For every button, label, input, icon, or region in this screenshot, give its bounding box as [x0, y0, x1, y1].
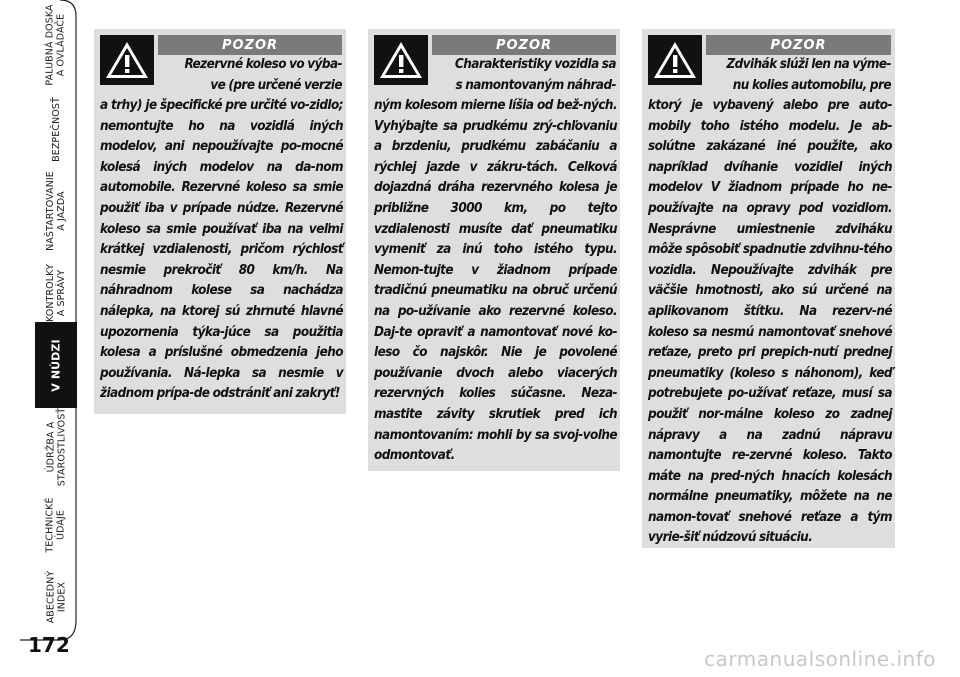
lead-line: s namontovaným náhrad- [455, 77, 616, 93]
warning-box-jack [642, 29, 895, 548]
tab-label: TECHNICKÉ ÚDAJE [45, 497, 68, 553]
lead-line: ve (pre určené verzie [210, 77, 342, 93]
warning-box-vehicle-characteristics [368, 29, 620, 471]
warning-triangle-icon [100, 35, 154, 85]
tab-bezpecnost[interactable] [36, 92, 76, 166]
warning-triangle-icon [374, 35, 428, 85]
lead-line: nu kolies automobilu, pre [732, 77, 891, 93]
warning-text-lead [706, 55, 891, 96]
lead-line: Charakteristiky vozidla sa [454, 57, 616, 72]
tab-label: ÚDRŽBA A STAROSTLIVOSŤ [45, 407, 68, 487]
tab-label: PALUBNÁ DOSKA A OVLÁDAČE [45, 4, 68, 86]
tab-label: V NÚDZI [49, 338, 63, 392]
watermark: carmanualsonline.info [704, 647, 936, 671]
warning-header: POZOR [432, 35, 616, 55]
warning-header: POZOR [706, 35, 891, 55]
tab-v-nudzi[interactable] [35, 322, 77, 408]
tab-label: ABECEDNÝ INDEX [45, 570, 67, 624]
warning-text-body: ktorý je vybavený alebo pre auto-mobily toho istého modelu. Je ab-solútne zakázané iné použite, ako napríklad dvíhanie vozidiel iných modelov V žiadnom prípade ho ne-používajte na opravy pod vozidlom. Nesprávne umiestnenie zdviháku môže spôsobiť spadnutie zdvihnu-tého vozidla. Nepoužívajte zdvihák pre väčšie hmotnosti, ako sú určené na aplikovanom štítku. Na rezerv-né koleso sa nesmú namontovať snehové reťaze, preto pri prepich-nutí prednej pneumatiky (koleso s náhonom), keď potrebujete po-užívať reťaze, musí sa použiť nor-málne koleso zo zadnej nápravy a na zadnú nápravu namontujte re-zervné koleso. Takto máte na pred-ných hnacích kolesách normálne pneumatiky, môžete na ne namon-tovať snehové reťaze a tým vyrie-šiť núdzovú situáciu. [648, 98, 892, 546]
tab-nastartovanie[interactable] [36, 171, 76, 251]
chapter-sidebar [0, 0, 76, 677]
tab-label: NAŠTARTOVANIE A JAZDA [45, 171, 68, 251]
page-number: 172 [28, 633, 70, 657]
warning-text-lead [432, 55, 616, 96]
tab-label: KONTROLKY A SPRÁVY [45, 263, 67, 323]
warning-box-spare-wheel [94, 29, 346, 414]
tab-kontrolky[interactable] [36, 256, 76, 330]
tab-abecedny-index[interactable] [36, 560, 76, 634]
tab-palubna-doska[interactable] [36, 4, 76, 86]
lead-line: Zdvihák slúži len na výme- [726, 57, 891, 72]
warning-text-body: a trhy) je špecifické pre určité vo-zidlo; nemontujte ho na vozidlá iných modelov, ani nepoužívajte po-mocné kolesá iných modelov na da-nom automobile. Rezervné koleso sa smie použiť iba v prípade núdze. Rezervné koleso sa smie používať iba na veľmi krátkej vzdialenosti, pričom rýchlosť nesmie prekročiť 80 km/h. Na náhradnom kolese sa nachádza nálepka, na ktorej sú zhrnuté hlavné upozornenia týka-júce sa použitia kolesa a príslušné obmedzenia jeho používania. Ná-lepka sa nesmie v žiadnom prípa-de odstrániť ani zakryť! [100, 98, 343, 402]
warning-header: POZOR [158, 35, 342, 55]
warning-text-lead [158, 55, 342, 96]
tab-udrzba[interactable] [36, 407, 76, 487]
tab-label: BEZPEČNOSŤ [50, 96, 62, 162]
warning-triangle-icon [648, 35, 702, 85]
lead-line: Rezervné koleso vo výba- [184, 57, 342, 72]
warning-text-body: ným kolesom mierne líšia od bež-ných. Vyhýbajte sa prudkému zrý-chľovaniu a brzdeniu, prudkému zabáčaniu a rýchlej jazde v zákru-tách. Celková dojazdná dráha rezervného kolesa je približne 3000 km, po tejto vzdialenosti musíte dať pneumatiku vymeniť za inú toho istého typu. Nemon-tujte v žiadnom prípade tradičnú pneumatiku na obruč určenú na po-užívanie ako rezervné koleso. Daj-te opraviť a namontovať nové ko-leso čo najskôr. Nie je povolené používanie dvoch alebo viacerých rezervných kolies súčasne. Neza-mastite závity skrutiek pred ich namontovaním: mohli by sa svoj-voľne odmontovať. [374, 98, 617, 464]
tab-technicke-udaje[interactable] [36, 488, 76, 562]
